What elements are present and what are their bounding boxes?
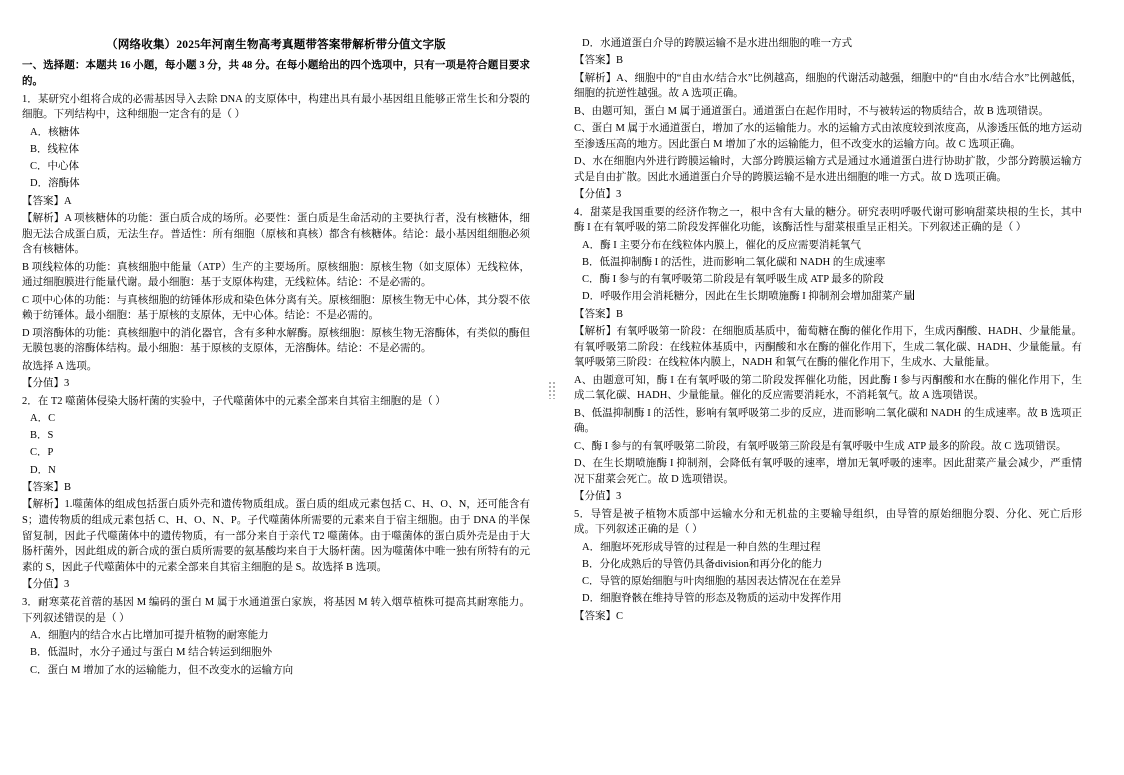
right-column [562, 36, 1082, 765]
document-title: （网络收集）2025年河南生物高考真题带答案带解析带分值文字版 [106, 39, 446, 51]
explanation-paragraph: D 项溶酶体的功能：真核细胞中的消化器官，含有多种水解酶。原核细胞：原核生物无溶酶体，有类似的酶但无膜包裹的溶酶体结构。最小细胞：基于原核的支原体，无溶酶体。结论：不是必需的。 [22, 327, 530, 355]
option-b: B．线粒体 [30, 143, 80, 155]
question-3-continued [574, 36, 1082, 203]
option-a: A．细胞内的结合水占比增加可提升植物的耐寒能力 [30, 630, 269, 641]
answer-label: 【答案】C [574, 610, 624, 622]
option-d [574, 289, 1082, 305]
score-label: 【分值】3 [574, 490, 622, 502]
score-label: 【分值】3 [574, 188, 622, 200]
explanation-paragraph: D、水在细胞内外进行跨膜运输时，大部分跨膜运输方式是通过水通道蛋白进行协助扩散，少部分跨膜运输方式是自由扩散。因此水通道蛋白介导的跨膜运输不是水进出细胞的唯一方式。故 D 选项正确。 [574, 155, 1082, 183]
explanation-paragraph: C、酶 I 参与的有氧呼吸第二阶段，有氧呼吸第三阶段是有氧呼吸中生成 ATP 最多的阶段。故 C 选项错误。 [574, 440, 1067, 452]
answer-label: 【答案】B [574, 55, 624, 67]
explanation-paragraph: D、在生长期喷施酶 I 抑制剂，会降低有氧呼吸的速率，增加无氧呼吸的速率。因此甜菜产量会减少，严重情况下甜菜会死亡。故 D 选项错误。 [574, 457, 1082, 485]
score-label: 【分值】3 [22, 579, 70, 591]
explanation-paragraph: C、蛋白 M 属于水通道蛋白，增加了水的运输能力。水的运输方式由浓度较到浓度高，从渗透压低的地方运动至渗透压高的地方。因此蛋白 M 增加了水的运输能力，但不改变水的运输方向。故 C 选项正确。 [574, 122, 1082, 150]
option-d: D．N [30, 464, 56, 476]
column-divider [542, 36, 562, 765]
question-3 [22, 595, 530, 678]
question-4 [574, 205, 1082, 505]
question-5 [574, 507, 1082, 625]
question-1 [22, 92, 530, 392]
explanation-paragraph: B、由题可知，蛋白 M 属于通道蛋白。通道蛋白在起作用时，不与被转运的物质结合，故 B 选项错误。 [574, 105, 1049, 117]
question-2 [22, 394, 530, 594]
option-c: C．蛋白 M 增加了水的运输能力，但不改变水的运输方向 [30, 664, 294, 676]
option-d: D．溶酶体 [30, 178, 80, 190]
explanation-paragraph: B 项线粒体的功能：真核细胞中能量（ATP）生产的主要场所。原核细胞：原核生物（如支原体）无线粒体，通过细胞膜进行能量代谢。最小细胞：基于支原体构建，无线粒体。结论：不是必需的。 [22, 261, 530, 289]
answer-label: 【答案】B [22, 481, 72, 493]
option-d-text: D．呼吸作用会消耗糖分，因此在生长期喷施酶 I 抑制剂会增加甜菜产量 [582, 291, 914, 303]
option-d: D．水通道蛋白介导的跨膜运输不是水进出细胞的唯一方式 [582, 38, 853, 49]
option-b: B．分化成熟后的导管仍具备division和再分化的能力 [582, 558, 823, 570]
question-stem: 1．某研究小组将合成的必需基因导入去除 DNA 的支原体中，构建出具有最小基因组且能够正常生长和分裂的细胞。下列结构中，这种细胞一定含有的是（ ） [22, 93, 530, 121]
option-b: B．S [30, 430, 54, 441]
question-stem: 2．在 T2 噬菌体侵染大肠杆菌的实验中，子代噬菌体中的元素全部来自其宿主细胞的是（ ） [22, 395, 446, 407]
option-a: A．核糖体 [30, 126, 80, 138]
answer-label: 【答案】A [22, 195, 72, 207]
explanation-paragraph: 【解析】有氧呼吸第一阶段：在细胞质基质中，葡萄糖在酶的催化作用下，生成丙酮酸、HADH、少量能量。有氧呼吸第二阶段：在线粒体基质中，丙酮酸和水在酶的催化作用下，生成二氧化碳、HADH、少量能量。有氧呼吸第三阶段：在线粒体内膜上，NADH 和氧气在酶的催化作用下，生成水、大量能量。 [574, 325, 1082, 369]
question-stem: 3．耐寒菜花首蓿的基因 M 编码的蛋白 M 属于水通道蛋白家族，将基因 M 转入烟草植株可提高其耐寒能力。下列叙述错误的是（ ） [22, 597, 530, 624]
left-column [22, 36, 542, 765]
explanation-conclusion: 故选择 A 选项。 [22, 360, 98, 372]
question-stem: 5．导管是被子植物木质部中运输水分和无机盐的主要输导组织，由导管的原始细胞分裂、分化、死亡后形成。下列叙述正确的是（ ） [574, 508, 1082, 536]
option-a: A．细胞坏死形成导管的过程是一种自然的生理过程 [582, 541, 821, 553]
option-c: C．酶 I 参与的有氧呼吸第二阶段是有氧呼吸生成 ATP 最多的阶段 [582, 274, 884, 285]
option-c: C．P [30, 447, 54, 459]
option-a: A．C [30, 412, 56, 424]
explanation-paragraph: 【解析】1.噬菌体的组成包括蛋白质外壳和遗传物质组成。蛋白质的组成元素包括 C、H、O、N，还可能含有 S；遗传物质的组成元素包括 C、H、O、N、P。子代噬菌体所需要的元素来自于宿主细胞。由于 DNA 的半保留复制，因此子代噬菌体中的遗传物质，有一部分来自于亲代 T2 噬菌体。由于噬菌体的蛋白质外壳是由于大肠杆菌外，因此组成的新合成的蛋白质所需要的氨基酸均来自于大肠杆菌。因为噬菌体中唯一独有所特有的元素的 S，因此子代噬菌体中的元素全部来自其宿主细胞的是 S。故选择 B 选项。 [22, 499, 530, 573]
text-cursor [913, 290, 914, 300]
option-a: A．酶 I 主要分布在线粒体内膜上，催化的反应需要消耗氧气 [582, 239, 861, 251]
column-drag-handle-icon[interactable] [548, 381, 557, 399]
explanation-paragraph: 【解析】A 项核糖体的功能：蛋白质合成的场所。必要性：蛋白质是生命活动的主要执行者，没有核糖体，细胞无法合成蛋白质，无法生存。普适性：所有细胞（原核和真核）都含有核糖体。结论：最小基因组细胞必须含有核糖体。 [22, 212, 530, 256]
explanation-paragraph: 【解析】A、细胞中的“自由水/结合水”比例越高，细胞的代谢活动越强，细胞中的“自由水/结合水”比例越低，细胞的抗逆性越强。故 A 选项正确。 [574, 72, 1082, 100]
option-d: D．细胞脊骸在维持导管的形态及物质的运动中发挥作用 [582, 593, 842, 605]
explanation-paragraph: A、由题意可知，酶 I 在有氧呼吸的第二阶段发挥催化功能，因此酶 I 参与丙酮酸和水在酶的催化作用下，生成二氧化碳、HADH、少量能量。催化的反应需要消耗水，不消耗氧气。故 A 选项错误。 [574, 374, 1082, 402]
option-c: C．中心体 [30, 161, 80, 172]
explanation-paragraph: B、低温抑制酶 I 的活性，影响有氧呼吸第二步的反应，进而影响二氧化碳和 NADH 的生成速率。故 B 选项正确。 [574, 407, 1082, 435]
section-heading: 一、选择题：本题共 16 小题，每小题 3 分，共 48 分。在每小题给出的四个选项中，只有一项是符合题目要求的。 [22, 60, 530, 87]
explanation-paragraph: C 项中心体的功能：与真核细胞的纺锤体形成和染色体分离有关。原核细胞：原核生物无中心体，其分裂不依赖于纺锤体。最小细胞：基于原核的支原体，无中心体。结论：不是必需的。 [22, 294, 530, 322]
option-c: C．导管的原始细胞与叶肉细胞的基因表达情况在在差异 [582, 576, 842, 587]
option-b: B．低温时，水分子通过与蛋白 M 结合转运到细胞外 [30, 647, 273, 659]
question-stem: 4．甜菜是我国重要的经济作物之一，根中含有大量的糖分。研究表明呼吸代谢可影响甜菜块根的生长，其中酶 I 在有氧呼吸的第二阶段发挥催化功能，该酶活性与甜菜根重呈正相关。下列叙述正确的是（ ） [574, 206, 1082, 234]
score-label: 【分值】3 [22, 377, 70, 389]
answer-label: 【答案】B [574, 308, 624, 320]
option-b: B．低温抑制酶 I 的活性，进而影响二氧化碳和 NADH 的生成速率 [582, 256, 886, 268]
